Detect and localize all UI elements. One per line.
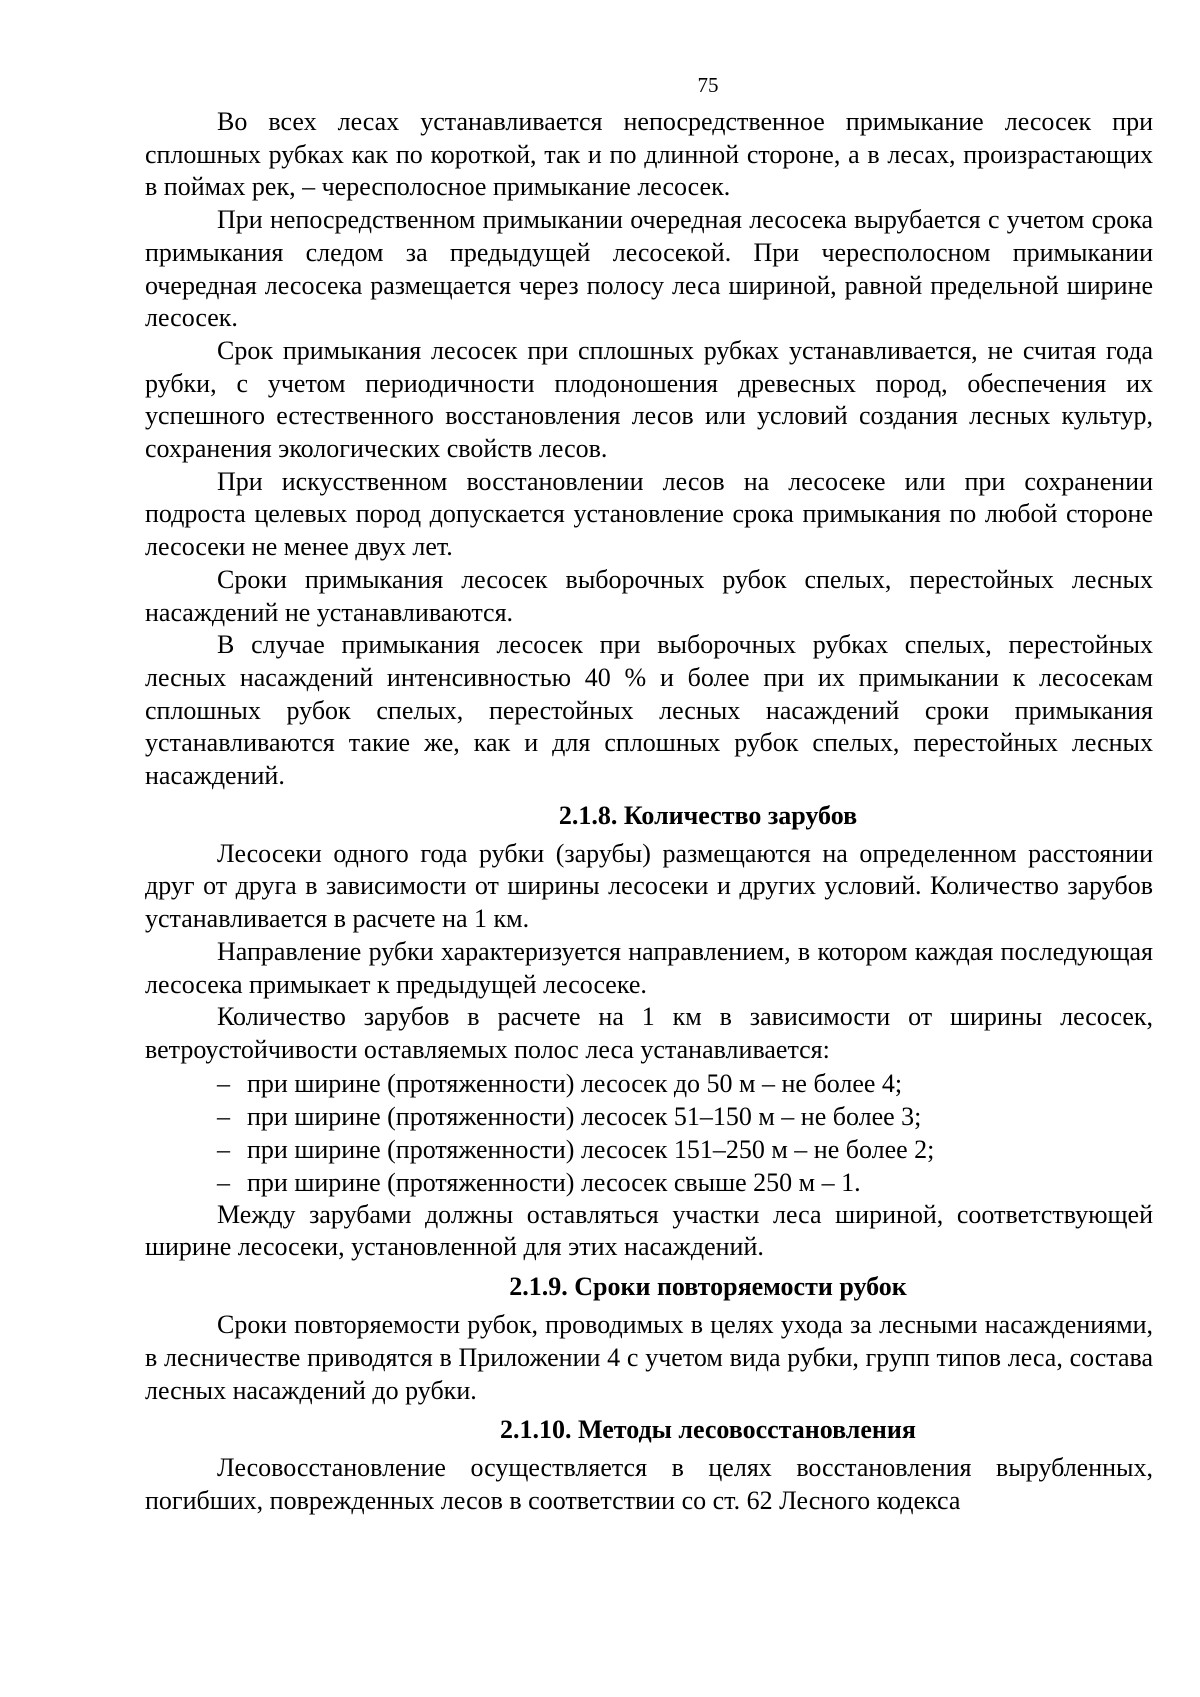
paragraph-forest-strips: Между зарубами должны оставляться участки леса шириной, соответствующей ширине лесосеки, установленной для этих насаждений.: [145, 1199, 1153, 1262]
paragraph-selective-adjacency: В случае примыкания лесосек при выборочных рубках спелых, перестойных лесных насаждений интенсивностью 40 % и более при их примыкании к лесосекам сплошных рубок спелых, перестойных лесных насаждений сроки примыкания устанавливаются такие же, как и для сплошных рубок спелых, перестойных лесных насаждений.: [145, 630, 1153, 791]
list-dash: –: [217, 1167, 230, 1197]
list-item-text: при ширине (протяженности) лесосек до 50 м – не более 4;: [247, 1068, 903, 1098]
list-item-text: при ширине (протяженности) лесосек 51–150 м – не более 3;: [247, 1101, 922, 1131]
cutting-count-list: [145, 1067, 1153, 1199]
list-item: [145, 1166, 1153, 1199]
paragraph-cutting-direction: Направление рубки характеризуется направлением, в котором каждая последующая лесосека примыкает к предыдущей лесосеке.: [145, 936, 1153, 999]
list-item: [145, 1133, 1153, 1166]
list-item-text: при ширине (протяженности) лесосек 151–250 м – не более 2;: [247, 1134, 935, 1164]
paragraph-artificial-restoration: При искусственном восстановлении лесов на лесосеке или при сохранении подроста целевых пород допускается установление срока примыкания по любой стороне лесосеки не менее двух лет.: [145, 466, 1153, 562]
paragraph-adjacency-term: Срок примыкания лесосек при сплошных рубках устанавливается, не считая года рубки, с учетом периодичности плодоношения древесных пород, обеспечения их успешного естественного восстановления лесов или условий создания лесных культур, сохранения экологических свойств лесов.: [145, 335, 1153, 464]
paragraph-selective-cutting-terms: Сроки примыкания лесосек выборочных рубок спелых, перестойных лесных насаждений не устанавливаются.: [145, 564, 1153, 627]
list-item-text: при ширине (протяженности) лесосек свыше 250 м – 1.: [247, 1167, 861, 1197]
paragraph-cutting-areas-distance: Лесосеки одного года рубки (зарубы) размещаются на определенном расстоянии друг от друга в зависимости от ширины лесосеки и других условий. Количество зарубов устанавливается в расчете на 1 км.: [145, 838, 1153, 934]
document-page: [145, 70, 1153, 1518]
section-heading-2-1-9: 2.1.9. Сроки повторяемости рубок: [509, 1272, 907, 1302]
paragraph-adjacency-types: Во всех лесах устанавливается непосредственное примыкание лесосек при сплошных рубках как по короткой, так и по длинной стороне, а в лесах, произрастающих в поймах рек, – чересполосное примыкание лесосек.: [145, 107, 1153, 202]
paragraph-repeat-terms: Сроки повторяемости рубок, проводимых в целях ухода за лесными насаждениями, в лесничестве приводятся в Приложении 4 с учетом вида рубки, групп типов леса, состава лесных насаждений до рубки.: [145, 1310, 1153, 1405]
list-item: [145, 1100, 1153, 1133]
section-heading-2-1-10: 2.1.10. Методы лесовосстановления: [500, 1415, 916, 1445]
section-heading-2-1-8: 2.1.8. Количество зарубов: [558, 800, 858, 830]
list-dash: –: [217, 1068, 230, 1098]
list-dash: –: [217, 1134, 230, 1164]
list-item: [145, 1067, 1153, 1100]
list-dash: –: [217, 1101, 230, 1131]
page-number: 75: [697, 73, 719, 97]
paragraph-reforestation: Лесовосстановление осуществляется в целях восстановления вырубленных, погибших, поврежденных лесов в соответствии со ст. 62 Лесного кодекса: [145, 1453, 1153, 1515]
paragraph-cutting-count-intro: Количество зарубов в расчете на 1 км в зависимости от ширины лесосек, ветроустойчивости оставляемых полос леса устанавливается:: [145, 1002, 1153, 1064]
paragraph-direct-adjacency: При непосредственном примыкании очередная лесосека вырубается с учетом срока примыкания следом за предыдущей лесосекой. При чересполосном примыкании очередная лесосека размещается через полосу леса шириной, равной предельной ширине лесосек.: [145, 205, 1153, 333]
